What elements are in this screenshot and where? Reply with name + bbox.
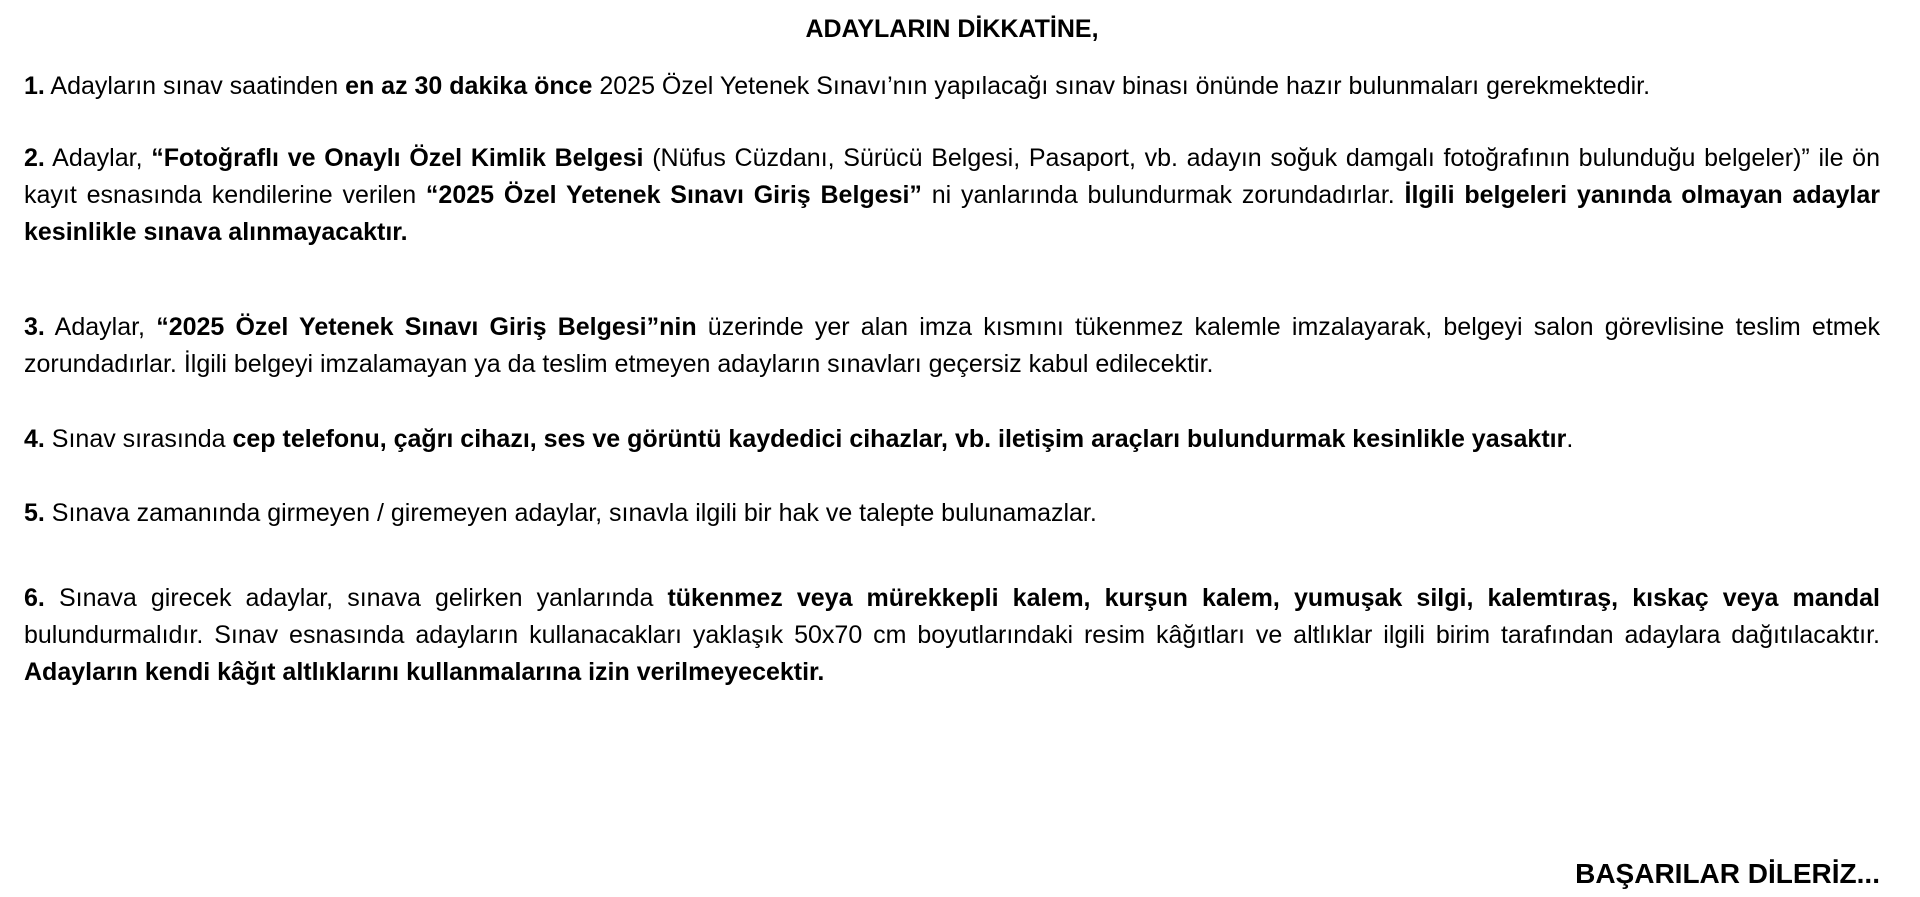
closing-message: BAŞARILAR DİLERİZ...	[1575, 858, 1880, 889]
rule-text: Adaylar,	[44, 313, 157, 341]
rule-text: bulundurmalıdır. Sınav esnasında adayların kullanacakları yaklaşık 50x70 cm boyutlarındaki resim kâğıtları ve altlıklar ilgili birim tarafından adaylara dağıtılacaktır.	[24, 621, 1880, 649]
rule-text-bold: tükenmez veya mürekkepli kalem, kurşun kalem, yumuşak silgi, kalemtıraş, kıskaç veya mandal	[667, 584, 1881, 612]
rule-text: Adayların sınav saatinden	[44, 72, 346, 100]
rule-text-bold: en az 30 dakika önce	[345, 72, 593, 100]
rule-text-bold: “2025 Özel Yetenek Sınavı Giriş Belgesi”	[425, 181, 922, 209]
rule-text: üzerinde yer alan imza kısmını tükenmez kalemle imzalayarak, belgeyi salon görevlisine teslim etmek zorundadırlar. İlgili belgeyi imzalamayan ya da teslim etmeyen adayların sınavları geçersiz kabul edilecektir.	[24, 313, 1880, 378]
rule-number: 1.	[24, 72, 45, 100]
rule-text-bold: İlgili belgeleri yanında olmayan adaylar kesinlikle sınava alınmayacaktır.	[24, 181, 1880, 246]
rule-number: 2.	[24, 144, 45, 172]
rule-1	[24, 68, 1880, 105]
rule-text: Sınava girecek adaylar, sınava gelirken yanlarında	[44, 584, 668, 612]
rule-text: (Nüfus Cüzdanı, Sürücü Belgesi, Pasaport, vb. adayın soğuk damgalı fotoğrafının bulunduğu belgeler)” ile ön kayıt esnasında kendilerine verilen	[24, 144, 1880, 209]
rule-3	[24, 309, 1880, 383]
rule-number: 5.	[24, 499, 45, 527]
rule-number: 6.	[24, 584, 45, 612]
rule-number: 4.	[24, 425, 45, 453]
rule-number: 3.	[24, 313, 45, 341]
rule-text: .	[1566, 425, 1574, 453]
rule-text-bold: “Fotoğraflı ve Onaylı Özel Kimlik Belgesi	[151, 144, 644, 172]
rule-text-bold: “2025 Özel Yetenek Sınavı Giriş Belgesi”nin	[156, 313, 697, 341]
rule-text: Sınav sırasında	[44, 425, 233, 453]
rule-4	[24, 421, 1880, 458]
rule-text: 2025 Özel Yetenek Sınavı’nın yapılacağı sınav binası önünde hazır bulunmaları gerekmektedir.	[592, 72, 1651, 100]
notice-title: ADAYLARIN DİKKATİNE,	[805, 15, 1099, 43]
rule-text: ni yanlarında bulundurmak zorundadırlar.	[921, 181, 1405, 209]
rule-text: Sınava zamanında girmeyen / giremeyen adaylar, sınavla ilgili bir hak ve talepte bulunamazlar.	[44, 499, 1097, 527]
rule-text-bold: Adayların kendi kâğıt altlıklarını kullanmalarına izin verilmeyecektir.	[24, 658, 825, 686]
rule-6	[24, 580, 1880, 691]
rule-2	[24, 140, 1880, 251]
rule-text: Adaylar,	[44, 144, 152, 172]
rule-5	[24, 495, 1880, 532]
rule-text-bold: cep telefonu, çağrı cihazı, ses ve görüntü kaydedici cihazlar, vb. iletişim araçları bulundurmak kesinlikle yasaktır	[232, 425, 1567, 453]
notice-document	[24, 12, 1880, 691]
